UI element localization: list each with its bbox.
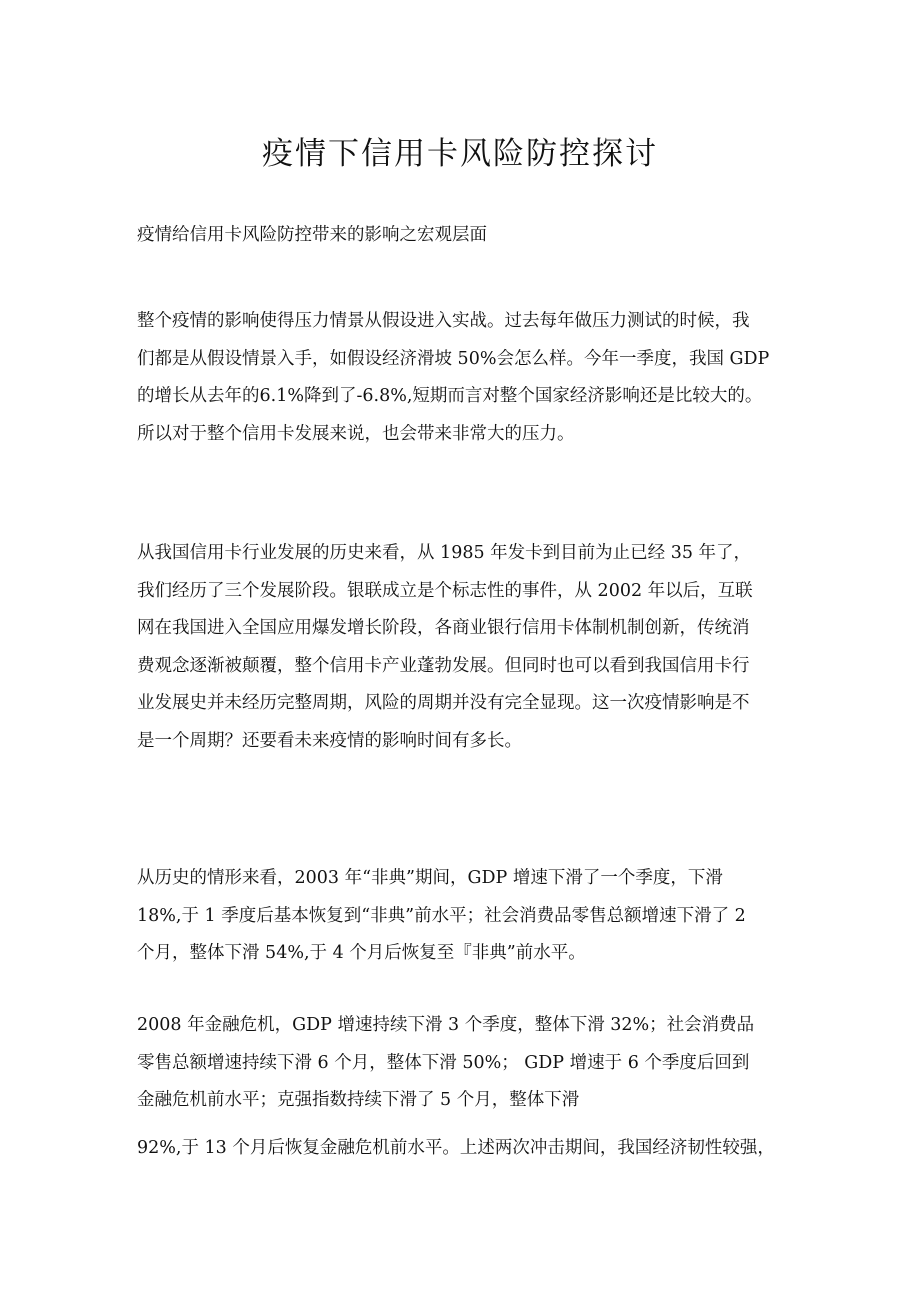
text-line: 网在我国进入全国应用爆发增长阶段，各商业银行信用卡体制机制创新，传统消	[137, 618, 750, 638]
text-line: 所以对于整个信用卡发展来说，也会带来非常大的压力。	[137, 423, 575, 444]
paragraph	[137, 1007, 789, 1120]
paragraph	[137, 860, 789, 973]
text-line: 金融危机前水平；克强指数持续下滑了 5 个月，整体下滑	[137, 1090, 580, 1110]
text-line: 整个疫情的影响使得压力情景从假设进入实战。过去每年做压力测试的时候，我	[137, 311, 750, 331]
text-line: 92%,于 13 个月后恢复金融危机前水平。上述两次冲击期间，我国经济韧性较强，	[137, 1138, 775, 1158]
text-line: 个月，整体下滑 54%,于 4 个月后恢复至『非典”前水平。	[137, 943, 586, 963]
text-line: 的增长从去年的6.1%降到了-6.8%,短期而言对整个国家经济影响还是比较大的。	[137, 386, 763, 406]
text-line: 业发展史并未经历完整周期，风险的周期并没有完全显现。这一次疫情影响是不	[137, 693, 750, 713]
text-line: 是一个周期？还要看未来疫情的影响时间有多长。	[137, 730, 522, 751]
text-line: 费观念逐渐被颠覆，整个信用卡产业蓬勃发展。但同时也可以看到我国信用卡行	[137, 655, 750, 676]
section-subtitle: 疫情给信用卡风险防控带来的影响之宏观层面	[137, 225, 487, 245]
text-line: 们都是从假设情景入手，如假设经济滑坡 50%会怎么样。今年一季度，我国 GDP	[137, 348, 770, 369]
paragraph	[137, 303, 789, 453]
text-line: 2008 年金融危机，GDP 增速持续下滑 3 个季度，整体下滑 32%；社会消费品	[137, 1015, 755, 1035]
text-line: 从我国信用卡行业发展的历史来看，从 1985 年发卡到目前为止已经 35 年了，	[137, 543, 752, 563]
text-line: 我们经历了三个发展阶段。银联成立是个标志性的事件，从 2002 年以后，互联	[137, 580, 753, 601]
text-line: 18%,于 1 季度后基本恢复到“非典”前水平；社会消费品零售总额增速下滑了 2	[137, 905, 746, 926]
text-line: 零售总额增速持续下滑 6 个月，整体下滑 50%； GDP 增速于 6 个季度后回到	[137, 1052, 750, 1073]
paragraph	[137, 535, 789, 760]
document-title: 疫情下信用卡风险防控探讨	[262, 136, 658, 172]
paragraph	[137, 1130, 789, 1168]
text-line: 从历史的情形来看，2003 年“非典”期间，GDP 增速下滑了一个季度，下滑	[137, 868, 723, 888]
